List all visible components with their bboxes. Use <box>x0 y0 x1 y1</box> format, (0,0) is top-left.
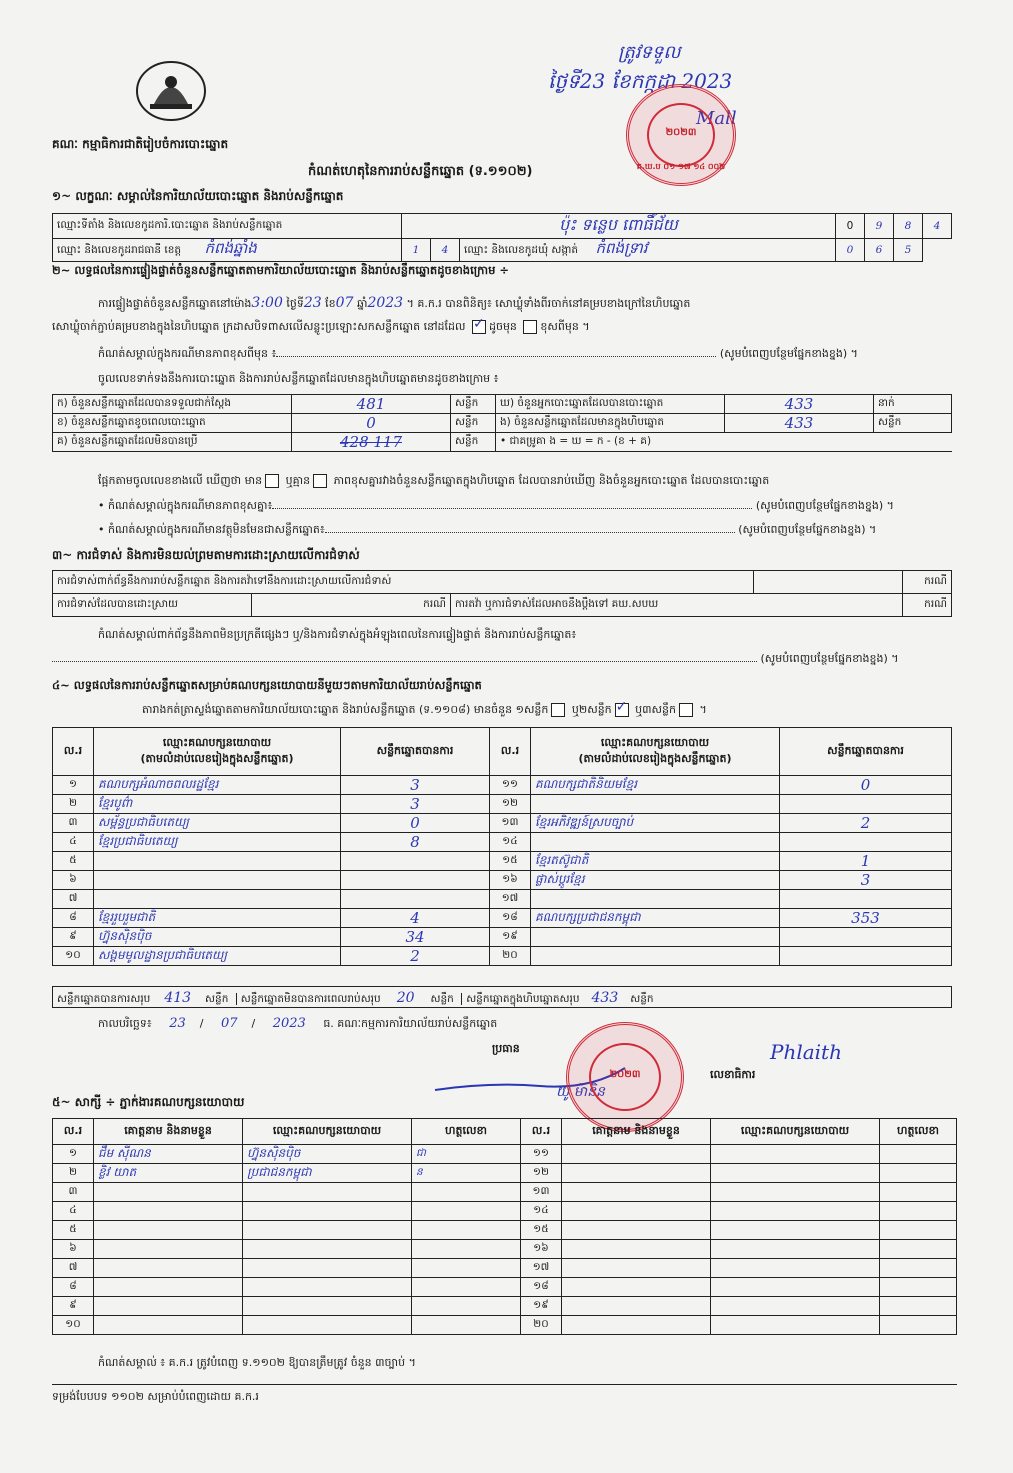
location-code-2: 9 <box>865 214 894 239</box>
date-line: កាលបរិច្ឆេទ៖ 23 / 07 / 2023 ធ. គណៈកម្មការការិយាល័យរាប់សន្លឹកឆ្នោត <box>98 1016 498 1031</box>
results-row-party <box>531 833 780 852</box>
witness-row-no: ២០ <box>521 1316 562 1335</box>
discrepancy-no-checkbox[interactable] <box>313 474 327 488</box>
witness-row <box>53 1316 957 1335</box>
witness-row-sign <box>880 1145 957 1164</box>
witness-row-name <box>562 1297 711 1316</box>
national-emblem <box>134 60 208 122</box>
witness-no-header-2: ល.រ <box>521 1119 562 1145</box>
totals-line: សន្លឹកឆ្នោតបានការសរុប 413 សន្លឹក សន្លឹកឆ្នោតមិនបានការពេលរាប់សរុប 20 សន្លឹក សន្លឹកឆ្នោតក្នុងហិបឆ្នោតសរុប 433 សន្លឹក <box>52 986 952 1008</box>
discrepancy-yes-checkbox[interactable] <box>265 474 279 488</box>
witness-row <box>53 1145 957 1164</box>
results-row-votes: 8 <box>341 833 490 852</box>
witness-row <box>53 1259 957 1278</box>
witness-row-name <box>94 1202 243 1221</box>
witness-row-sign <box>880 1316 957 1335</box>
section4-title: ៤~ លទ្ធផលនៃការរាប់សន្លឹកឆ្នោតសម្រាប់គណបក្សនយោបាយនីមួយៗតាមការិយាល័យរាប់សន្លឹកឆ្នោត <box>52 678 482 692</box>
results-row-party: ខ្មែរអភិវឌ្ឍន៍ស្របច្បាប់ <box>531 814 780 833</box>
results-row-no: ១៥ <box>490 852 531 871</box>
discrepancy-note: • កំណត់សម្គាល់ក្នុងករណីមានភាពខុសគ្នា៖ (សូមបំពេញបន្ថែមផ្នែកខាងខ្នង) ។ <box>98 499 894 512</box>
witness-row-name <box>562 1183 711 1202</box>
tally-sheet-line: តារាងកត់ត្រាស្ទង់ឆ្នោតតាមការិយាល័យបោះឆ្នោត និងរាប់សន្លឹកឆ្នោត (ទ.១១០៨) មានចំនួន ១សន្លឹក ឬ២សន្លឹក✓ ឬ៣សន្លឹក ។ <box>142 703 707 719</box>
results-row-party <box>94 890 341 909</box>
province-code-2: 4 <box>431 239 460 262</box>
results-row <box>53 795 952 814</box>
location-value: ប៉ុះ ទន្លេប ពោធិ៍ជ័យ <box>402 214 836 239</box>
verification-day: 23 <box>303 295 322 311</box>
verification-line-1: ការផ្ទៀងផ្ទាត់ចំនួនសន្លឹកឆ្នោតនៅម៉ោង3:00 ថ្ងៃទី23 ខែ07 ឆ្នាំ2023 ។ គ.ក.រ បានពិនិត្យ៖ សោឃ្លុំទាំងពីរចាក់នៅគម្របខាងក្រៅនៃហិបឆ្នោត <box>98 295 691 311</box>
witness-row <box>53 1221 957 1240</box>
results-row-votes: 3 <box>341 795 490 814</box>
witness-row-party: ហ្វ៊ុនស៊ិនប៉ិច <box>243 1145 412 1164</box>
results-party-header-2: ឈ្មោះគណបក្សនយោបាយ (តាមលំដាប់លេខរៀងក្នុងសន្លឹកឆ្នោត) <box>531 728 780 776</box>
different-checkbox[interactable] <box>523 320 537 334</box>
witness-row-no: ១១ <box>521 1145 562 1164</box>
results-row-no: ២០ <box>490 947 531 966</box>
receipt-date: ថ្ងៃទី23 ខែកក្កដា 2023 <box>548 69 733 93</box>
results-row-no: ១៣ <box>490 814 531 833</box>
results-row-party: ហ្វ៊ុនស៊ិនប៉ិច <box>94 928 341 947</box>
results-row-party: សម្ព័ន្ធប្រជាធិបតេយ្យ <box>94 814 341 833</box>
results-row-party: ខ្មែររួបរួមជាតិ <box>94 909 341 928</box>
results-row-no: ១ <box>53 776 94 795</box>
results-row <box>53 776 952 795</box>
witness-row-party <box>711 1221 880 1240</box>
ballots-in-box-value: 433 <box>725 414 874 433</box>
objections-label: ការជំទាស់ពាក់ព័ន្ធនឹងការរាប់សន្លឹកឆ្នោត និងការតវ៉ាទៅនឹងការដោះស្រាយលើការជំទាស់ <box>53 571 754 594</box>
results-row-votes <box>341 890 490 909</box>
section5-title: ៥~ សាក្សី ÷ ភ្នាក់ងារគណបក្សនយោបាយ <box>52 1095 245 1109</box>
results-row-party <box>531 947 780 966</box>
objections-table <box>52 570 952 617</box>
witness-row-sign <box>880 1221 957 1240</box>
resolved-label: ការជំទាស់ដែលបានដោះស្រាយ <box>53 594 252 617</box>
witness-row-party <box>711 1183 880 1202</box>
secretary-signature: Phlaith <box>770 1040 842 1064</box>
witness-row <box>53 1240 957 1259</box>
valid-total-value: 413 <box>164 990 192 1006</box>
results-row-party: គណបក្សប្រជាជនកម្ពុជា <box>531 909 780 928</box>
witness-row-sign <box>880 1297 957 1316</box>
commune-code-3: 5 <box>894 239 923 262</box>
commune-label: ឈ្មោះ និងលេខកូដឃុំ សង្កាត់ កំពង់ទ្រាវ <box>460 239 836 262</box>
results-row-votes <box>341 871 490 890</box>
witness-row-party <box>711 1240 880 1259</box>
witness-row-no: ១២ <box>521 1164 562 1183</box>
location-table <box>52 213 952 262</box>
witness-row-no: ៩ <box>53 1297 94 1316</box>
witness-name-header-2: គោត្តនាម និងនាមខ្លួន <box>562 1119 711 1145</box>
witness-row-no: ១៣ <box>521 1183 562 1202</box>
witness-row-party <box>243 1297 412 1316</box>
results-row-votes <box>780 928 952 947</box>
results-votes-header: សន្លឹកឆ្នោតបានការ <box>341 728 490 776</box>
witness-row-party: ប្រជាជនកម្ពុជា <box>243 1164 412 1183</box>
location-code-1: 0 <box>836 214 865 239</box>
verification-line-2: សោឃ្លុំចាក់ភ្ជាប់គម្របខាងក្នុងនៃហិបឆ្នោត ក្រដាសបិទពាសលើសន្លូះប្រឡោះសកសន្លឹកឆ្នោត នៅដដែល ✓ ដូចមុន ខុសពីមុន ។ <box>52 320 952 336</box>
results-row-no: ១៦ <box>490 871 531 890</box>
counts-table: ក) ចំនួនសន្លឹកឆ្នោតដែលបានទទួលជាក់ស្តែង 481 សន្លឹក ឃ) ចំនួនអ្នកបោះឆ្នោតដែលបានបោះឆ្នោត 433 នាក់ ខ) ចំនួនសន្លឹកឆ្នោតខូចពេលបោះឆ្នោត 0 សន្លឹក ង) ចំនួនសន្លឹកឆ្នោតដែលមានក្នុងហិបឆ្នោត 433 សន្លឹក គ) ចំនួនសន្លឹកឆ្នោតដែលមិនបានប្រើ 428 117 សន្លឹក • ជាគម្រូគា ង = ឃ = ក - (ខ + គ) <box>52 394 952 452</box>
non-ballot-note: • កំណត់សម្គាល់ក្នុងករណីមានវត្ថុមិនមែនជាសន្លឹកឆ្នោត៖ (សូមបំពេញបន្ថែមផ្នែកខាងខ្នង) ។ <box>98 523 877 536</box>
results-row-no: ២ <box>53 795 94 814</box>
results-row-no: ៨ <box>53 909 94 928</box>
footnote: កំណត់សម្គាល់ ៖ គ.ក.រ ត្រូវបំពេញ ទ.១១០២ ឱ្យបានត្រឹមត្រូវ ចំនួន ៣ច្បាប់ ។ <box>98 1356 416 1369</box>
results-table <box>52 727 952 966</box>
witness-row-party <box>711 1316 880 1335</box>
same-checkbox[interactable] <box>472 320 486 334</box>
results-row-no: ១៨ <box>490 909 531 928</box>
province-label: ឈ្មោះ និងលេខកូដរាជធានី ខេត្ត កំពង់ឆ្នាំង <box>53 239 402 262</box>
results-party-header: ឈ្មោះគណបក្សនយោបាយ (តាមលំដាប់លេខរៀងក្នុងសន្លឹកឆ្នោត) <box>94 728 341 776</box>
results-row-no: ១២ <box>490 795 531 814</box>
results-row <box>53 814 952 833</box>
date-month: 07 <box>220 1016 238 1031</box>
witness-row-party <box>711 1145 880 1164</box>
witness-row-name <box>94 1259 243 1278</box>
witness-row-party <box>243 1316 412 1335</box>
witness-row-party <box>711 1202 880 1221</box>
results-row-no: ៣ <box>53 814 94 833</box>
results-row <box>53 871 952 890</box>
difference-note: កំណត់សម្គាល់ក្នុងករណីមានភាពខុសពីមុន ៖ (សូមបំពេញបន្ថែមផ្នែកខាងខ្នង) ។ <box>98 347 858 360</box>
tally-1-checkbox[interactable] <box>551 703 565 717</box>
witness-row-no: ៣ <box>53 1183 94 1202</box>
commune-code-1: 0 <box>836 239 865 262</box>
discrepancy-line: ផ្អែកតាមចូលលេខខាងលើ ឃើញថា មាន ឬគ្មាន ភាពខុសគ្នារវាងចំនួនសន្លឹកឆ្នោតក្នុងហិបឆ្នោត ដែលបានរាប់ឃើញ និងចំនួនអ្នកបោះឆ្នោត ដែលបានបោះឆ្នោត <box>98 474 770 487</box>
witness-row-no: ៧ <box>53 1259 94 1278</box>
results-row-votes <box>341 852 490 871</box>
spoiled-ballots-value: 0 <box>292 414 451 433</box>
witness-row-party <box>711 1297 880 1316</box>
section2-title: ២~ លទ្ធផលនៃការផ្ទៀងផ្ទាត់ចំនួនសន្លឹកឆ្នោតតាមការិយាល័យបោះឆ្នោត និងរាប់សន្លឹកឆ្នោតដូចខាងក្រោម ÷ <box>52 263 510 277</box>
witness-row-party <box>243 1183 412 1202</box>
witness-row-party <box>243 1278 412 1297</box>
results-row-party: គណបក្សអំណាចពលរដ្ឋខ្មែរ <box>94 776 341 795</box>
witness-party-header: ឈ្មោះគណបក្សនយោបាយ <box>243 1119 412 1145</box>
witness-row-no: ១ <box>53 1145 94 1164</box>
form-title: កំណត់ហេតុនៃការរាប់សន្លឹកឆ្នោត (ទ.១១០២) <box>308 164 533 179</box>
witness-sign-header-2: ហត្ថលេខា <box>880 1119 957 1145</box>
appeal-label: ការតវ៉ា ឬការជំទាស់ដែលអាចនឹងប្តឹងទៅ គឃ.សបឃ <box>451 594 903 617</box>
witness-row <box>53 1183 957 1202</box>
results-row-votes <box>780 833 952 852</box>
results-row <box>53 833 952 852</box>
official-seal-top: ២០២៣ គ.ឃ.ប ០១ ១៧ ១៤ ០០២ <box>626 84 736 186</box>
witness-row-name <box>562 1259 711 1278</box>
verification-month: 07 <box>335 295 354 311</box>
results-row-votes: 0 <box>341 814 490 833</box>
witness-row-name <box>562 1164 711 1183</box>
formula: • ជាគម្រូគា ង = ឃ = ក - (ខ + គ) <box>496 433 952 452</box>
appeal-case: ករណី <box>903 594 952 617</box>
witness-row-party <box>711 1259 880 1278</box>
witness-sign-header: ហត្ថលេខា <box>412 1119 521 1145</box>
results-row-party <box>531 890 780 909</box>
results-row-no: ១៧ <box>490 890 531 909</box>
witness-row-name <box>562 1145 711 1164</box>
witness-row-no: ៨ <box>53 1278 94 1297</box>
witness-row <box>53 1278 957 1297</box>
witness-row-no: ១៩ <box>521 1297 562 1316</box>
chair-signature: យូ ម៉ានិន <box>556 1084 605 1100</box>
results-row-votes <box>780 795 952 814</box>
results-row-no: ១១ <box>490 776 531 795</box>
witness-row-name <box>94 1316 243 1335</box>
results-row-party: សង្គមមូលដ្ឋានប្រជាធិបតេយ្យ <box>94 947 341 966</box>
results-row-no: ១៤ <box>490 833 531 852</box>
witness-row-sign <box>412 1297 521 1316</box>
results-row-no: ៩ <box>53 928 94 947</box>
date-day: 23 <box>169 1016 186 1031</box>
results-row-votes: 2 <box>780 814 952 833</box>
results-row-party: គណបក្សជាតិនិយមខ្មែរ <box>531 776 780 795</box>
witness-row-name <box>94 1240 243 1259</box>
witness-party-header-2: ឈ្មោះគណបក្សនយោបាយ <box>711 1119 880 1145</box>
received-ballots-label: ក) ចំនួនសន្លឹកឆ្នោតដែលបានទទួលជាក់ស្តែង <box>53 395 292 414</box>
results-row-party: ខ្មែរតស៊ូជាតិ <box>531 852 780 871</box>
witness-row <box>53 1202 957 1221</box>
witness-row-no: ១៧ <box>521 1259 562 1278</box>
witness-row-sign <box>880 1240 957 1259</box>
irregularity-note: កំណត់សម្គាល់ពាក់ព័ន្ធនឹងភាពមិនប្រក្រតីផ្សេងៗ ឬ/និងការជំទាស់ក្នុងអំឡុងពេលនៃការផ្ទៀងផ្ទាត់ និងការរាប់សន្លឹកឆ្នោត៖ <box>98 628 577 641</box>
results-row <box>53 852 952 871</box>
witness-row-name <box>94 1221 243 1240</box>
witness-row-sign <box>412 1316 521 1335</box>
results-row-no: ៦ <box>53 871 94 890</box>
objections-case: ករណី <box>903 571 952 594</box>
results-row-votes: 4 <box>341 909 490 928</box>
chair-label: ប្រធាន <box>492 1042 520 1055</box>
witness-row-no: ៦ <box>53 1240 94 1259</box>
commune-code-2: 6 <box>865 239 894 262</box>
results-row <box>53 928 952 947</box>
receipt-note: ត្រូវទទួល <box>618 42 681 63</box>
results-row-no: ៥ <box>53 852 94 871</box>
unused-ballots-value: 428 117 <box>292 433 451 452</box>
official-seal-bottom: ២០២៣ <box>566 1022 684 1132</box>
results-row-votes: 1 <box>780 852 952 871</box>
irregularity-fill: (សូមបំពេញបន្ថែមផ្នែកខាងខ្នង) ។ <box>52 652 952 668</box>
voters-value: 433 <box>725 395 874 414</box>
results-row-no: ១៩ <box>490 928 531 947</box>
witness-row-name <box>562 1278 711 1297</box>
witness-row-name: ខ្លិវ យាត <box>94 1164 243 1183</box>
witness-row-sign: ជា <box>412 1145 521 1164</box>
witness-row-name <box>94 1297 243 1316</box>
witness-row-name <box>94 1183 243 1202</box>
witness-row-party <box>243 1240 412 1259</box>
witness-row-sign <box>880 1164 957 1183</box>
results-no-header-2: ល.រ <box>490 728 531 776</box>
witness-row-no: ៤ <box>53 1202 94 1221</box>
resolved-case: ករណី <box>252 594 451 617</box>
results-row-votes <box>780 947 952 966</box>
verification-year: 2023 <box>367 295 404 311</box>
witness-row-sign <box>412 1183 521 1202</box>
results-row-no: ៤ <box>53 833 94 852</box>
results-row-votes: 3 <box>780 871 952 890</box>
org-name: គណៈ កម្មាធិការជាតិរៀបចំការបោះឆ្នោត <box>52 137 229 151</box>
witness-row-name <box>562 1202 711 1221</box>
results-votes-header-2: សន្លឹកឆ្នោតបានការ <box>780 728 952 776</box>
spoiled-ballots-label: ខ) ចំនួនសន្លឹកឆ្នោតខូចពេលបោះឆ្នោត <box>53 414 292 433</box>
witness-table <box>52 1118 957 1335</box>
witness-name-header: គោត្តនាម និងនាមខ្លួន <box>94 1119 243 1145</box>
witness-row-no: ១៨ <box>521 1278 562 1297</box>
witness-row-sign <box>412 1240 521 1259</box>
invalid-total-value: 20 <box>396 990 415 1006</box>
province-code-1: 1 <box>402 239 431 262</box>
witness-row <box>53 1164 957 1183</box>
form-note: ទម្រង់បែបបទ ១១០២ សម្រាប់បំពេញដោយ គ.ក.រ <box>52 1390 259 1403</box>
results-row-no: ៧ <box>53 890 94 909</box>
results-row-no: ១០ <box>53 947 94 966</box>
results-row-votes: 2 <box>341 947 490 966</box>
section3-title: ៣~ ការជំទាស់ និងការមិនយល់ព្រមតាមការដោះស្រាយលើការជំទាស់ <box>52 548 360 562</box>
witness-no-header: ល.រ <box>53 1119 94 1145</box>
witness-row-name: ជឹម ស៊ីណន <box>94 1145 243 1164</box>
results-row-party <box>94 871 341 890</box>
counts-intro: ចូលលេខទាក់ទងនឹងការបោះឆ្នោត និងការរាប់សន្លឹកឆ្នោតដែលមានក្នុងហិបឆ្នោតមានដូចខាងក្រោម ៖ <box>98 372 499 385</box>
witness-row-no: ១៤ <box>521 1202 562 1221</box>
witness-row-sign <box>880 1183 957 1202</box>
witness-row-sign <box>412 1202 521 1221</box>
location-label: ឈ្មោះទីតាំង និងលេខកូដការិ.បោះឆ្នោត និងរាប់សន្លឹកឆ្នោត <box>53 214 402 239</box>
results-row-party <box>531 928 780 947</box>
secretary-label: លេខាធិការ <box>710 1068 756 1081</box>
witness-row-no: ៥ <box>53 1221 94 1240</box>
witness-row-name <box>94 1278 243 1297</box>
witness-row-no: ១៥ <box>521 1221 562 1240</box>
receipt-signature: Mall <box>696 108 737 129</box>
results-row-party <box>94 852 341 871</box>
results-row-votes: 3 <box>341 776 490 795</box>
inbox-total-value: 433 <box>591 990 619 1006</box>
witness-row-no: ២ <box>53 1164 94 1183</box>
results-row-party: ខ្មែរបូព៌ា <box>94 795 341 814</box>
witness-row-party <box>711 1278 880 1297</box>
witness-row-sign <box>412 1221 521 1240</box>
results-row <box>53 890 952 909</box>
results-row <box>53 947 952 966</box>
witness-row-sign <box>880 1278 957 1297</box>
witness-row-party <box>243 1221 412 1240</box>
results-row <box>53 909 952 928</box>
witness-row-name <box>562 1240 711 1259</box>
results-row-votes: 34 <box>341 928 490 947</box>
witness-row-sign <box>412 1259 521 1278</box>
location-code-3: 8 <box>894 214 923 239</box>
unused-ballots-label: គ) ចំនួនសន្លឹកឆ្នោតដែលមិនបានប្រើ <box>53 433 292 452</box>
location-code-4: 4 <box>923 214 952 239</box>
results-no-header: ល.រ <box>53 728 94 776</box>
witness-row-no: ១០ <box>53 1316 94 1335</box>
witness-row-no: ១៦ <box>521 1240 562 1259</box>
witness-row <box>53 1297 957 1316</box>
witness-row-sign <box>880 1259 957 1278</box>
witness-row-sign <box>412 1278 521 1297</box>
witness-row-party <box>243 1202 412 1221</box>
tally-3-checkbox[interactable] <box>679 703 693 717</box>
ballots-in-box-label: ង) ចំនួនសន្លឹកឆ្នោតដែលមានក្នុងហិបឆ្នោត <box>496 414 725 433</box>
witness-row-party <box>711 1164 880 1183</box>
tally-2-checkbox[interactable] <box>615 703 629 717</box>
verification-time: 3:00 <box>251 295 283 311</box>
results-row-votes: 353 <box>780 909 952 928</box>
witness-row-party <box>243 1259 412 1278</box>
results-row-votes <box>780 890 952 909</box>
witness-row-sign <box>880 1202 957 1221</box>
results-row-party: ខ្មែរប្រជាធិបតេយ្យ <box>94 833 341 852</box>
witness-row-name <box>562 1316 711 1335</box>
date-year: 2023 <box>272 1016 306 1031</box>
results-row-party: ផ្លាស់ប្តូរខ្មែរ <box>531 871 780 890</box>
voters-label: ឃ) ចំនួនអ្នកបោះឆ្នោតដែលបានបោះឆ្នោត <box>496 395 725 414</box>
witness-row-sign: ន <box>412 1164 521 1183</box>
footer-divider <box>52 1384 957 1385</box>
received-ballots-value: 481 <box>292 395 451 414</box>
results-row-party <box>531 795 780 814</box>
section1-title: ១~ លក្ខណៈ សម្គាល់នៃការិយាល័យបោះឆ្នោត និងរាប់សន្លឹកឆ្នោត <box>52 189 344 203</box>
witness-row-name <box>562 1221 711 1240</box>
results-row-votes: 0 <box>780 776 952 795</box>
commune-value: កំពង់ទ្រាវ <box>595 239 648 257</box>
province-value: កំពង់ឆ្នាំង <box>204 239 257 257</box>
